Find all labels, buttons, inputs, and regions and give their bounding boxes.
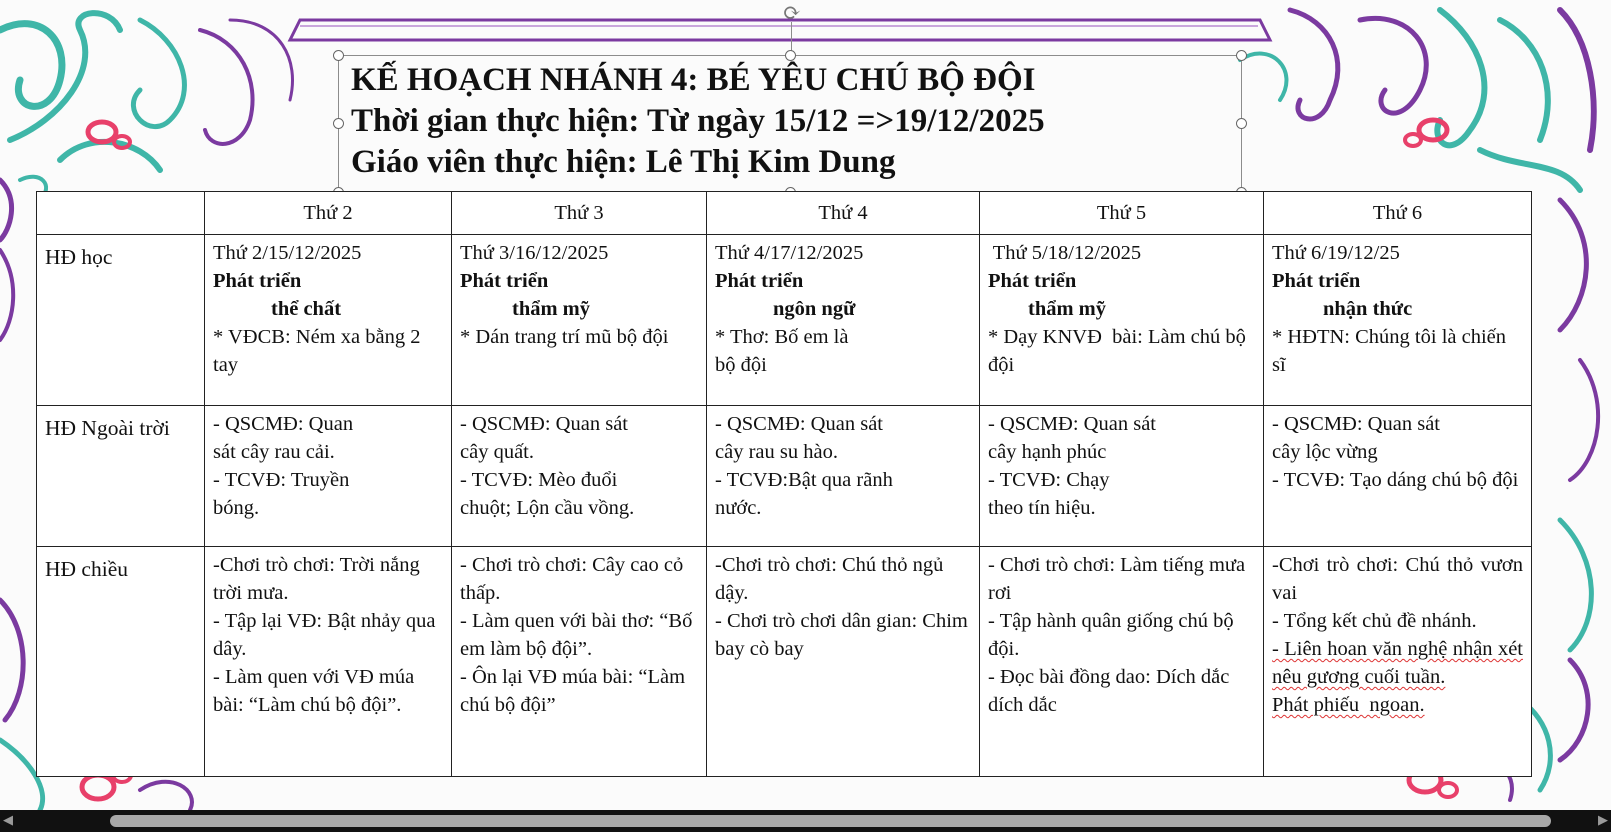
cell-activity: - Tập lại VĐ: Bật nhảy qua dây. (213, 610, 436, 660)
plan-period: Thời gian thực hiện: Từ ngày 15/12 =>19/12/2025 (351, 103, 1045, 139)
table-cell[interactable] (205, 547, 452, 777)
cell-activity: Phát phiếu ngoan. (1272, 694, 1425, 716)
cell-activity: cây lộc vừng (1272, 441, 1378, 463)
resize-handle-top[interactable] (785, 50, 796, 61)
cell-subfield: thể chất (271, 298, 342, 320)
weekly-plan-table[interactable] (36, 191, 1532, 777)
cell-activity: - QSCMĐ: Quan (213, 413, 354, 435)
plan-teacher: Giáo viên thực hiện: Lê Thị Kim Dung (351, 144, 896, 180)
header-cell-thu-6: Thứ 6 (1264, 192, 1532, 235)
cell-date: Thứ 4/17/12/2025 (715, 242, 864, 264)
cell-activity: bóng. (213, 497, 260, 519)
cell-activity: - QSCMĐ: Quan sát (460, 413, 628, 435)
header-cell-empty (37, 192, 205, 235)
cell-activity: -Chơi trò chơi: Trời nắng trời mưa. (213, 554, 420, 604)
cell-field: Phát triển (213, 270, 302, 292)
cell-activity: - Ôn lại VĐ múa bài: “Làm chú bộ đội” (460, 666, 686, 716)
table-cell[interactable] (980, 406, 1264, 547)
arrow-right-icon[interactable]: ▶ (1598, 813, 1608, 828)
cell-activity: * Dán trang trí mũ bộ đội (460, 326, 669, 348)
cell-subfield: thẩm mỹ (512, 298, 591, 320)
cell-activity: * Dạy KNVĐ bài: Làm chú bộ đội (988, 326, 1252, 376)
cell-activity: - TCVĐ: Mèo đuổi (460, 469, 618, 491)
cell-activity: - Làm quen với bài thơ: “Bố em làm bộ đội”. (460, 610, 693, 660)
cell-field: Phát triển (460, 270, 549, 292)
cell-activity: - Tổng kết chủ đề nhánh. (1272, 610, 1477, 632)
cell-field: Phát triển (988, 270, 1077, 292)
table-cell[interactable] (707, 406, 980, 547)
table-cell[interactable] (980, 547, 1264, 777)
cell-activity: * Thơ: Bố em là (715, 326, 849, 348)
arrow-left-icon[interactable]: ◀ (3, 813, 13, 828)
table-cell[interactable] (452, 235, 707, 406)
cell-activity: nước. (715, 497, 762, 519)
row-label-hd-ngoai-troi: HĐ Ngoài trời (37, 406, 205, 547)
cell-activity: cây hạnh phúc (988, 441, 1107, 463)
cell-date: Thứ 3/16/12/2025 (460, 242, 609, 264)
cell-activity: - TCVĐ:Bật qua rãnh (715, 469, 893, 491)
cell-activity: * VĐCB: Ném xa bằng 2 tay (213, 326, 421, 376)
table-cell[interactable] (1264, 547, 1532, 777)
table-cell[interactable] (1264, 235, 1532, 406)
cell-activity: - TCVĐ: Chạy (988, 469, 1110, 491)
table-cell[interactable] (205, 406, 452, 547)
resize-handle-top-right[interactable] (1236, 50, 1247, 61)
resize-handle-top-left[interactable] (333, 50, 344, 61)
rotate-handle-icon[interactable]: ⟳ (782, 0, 802, 25)
cell-date: Thứ 2/15/12/2025 (213, 242, 362, 264)
table-cell[interactable] (205, 235, 452, 406)
cell-activity: -Chơi trò chơi: Chú thỏ vươn vai (1272, 554, 1523, 604)
cell-activity: -Chơi trò chơi: Chú thỏ ngủ dậy. (715, 554, 944, 604)
cell-activity: bộ đội (715, 354, 767, 376)
cell-date: Thứ 6/19/12/25 (1272, 242, 1400, 264)
cell-activity: cây quất. (460, 441, 534, 463)
table-cell[interactable] (707, 235, 980, 406)
scroll-thumb[interactable] (110, 815, 1551, 827)
title-textbox[interactable] (338, 55, 1242, 193)
table-header-row (37, 192, 1532, 235)
table-cell[interactable] (980, 235, 1264, 406)
cell-subfield: thẩm mỹ (1028, 298, 1107, 320)
cell-activity: sát cây rau cải. (213, 441, 335, 463)
cell-activity: - Chơi trò chơi: Cây cao cỏ thấp. (460, 554, 684, 604)
header-cell-thu-5: Thứ 5 (980, 192, 1264, 235)
cell-subfield: ngôn ngữ (773, 298, 856, 320)
cell-activity: cây rau su hào. (715, 441, 838, 463)
header-cell-thu-4: Thứ 4 (707, 192, 980, 235)
cell-activity: - QSCMĐ: Quan sát (988, 413, 1156, 435)
table-cell[interactable] (452, 547, 707, 777)
table-row-hd-hoc (37, 235, 1532, 406)
cell-field: Phát triển (1272, 270, 1361, 292)
cell-activity: - Đọc bài đồng dao: Dích dắc dích dắc (988, 666, 1230, 716)
cell-activity: - Làm quen với VĐ múa bài: “Làm chú bộ đội”. (213, 666, 415, 716)
row-label-hd-chieu: HĐ chiều (37, 547, 205, 777)
cell-activity: - Chơi trò chơi: Làm tiếng mưa rơi (988, 554, 1246, 604)
cell-date: Thứ 5/18/12/2025 (988, 242, 1142, 264)
cell-activity: * HĐTN: Chúng tôi là chiến sĩ (1272, 326, 1507, 376)
header-cell-thu-3: Thứ 3 (452, 192, 707, 235)
cell-subfield: nhận thức (1323, 298, 1413, 320)
cell-activity: - TCVĐ: Tạo dáng chú bộ đội (1272, 469, 1519, 491)
table-cell[interactable] (707, 547, 980, 777)
row-label-hd-hoc: HĐ học (37, 235, 205, 406)
resize-handle-right[interactable] (1236, 118, 1247, 129)
cell-activity: - QSCMĐ: Quan sát (715, 413, 883, 435)
cell-field: Phát triển (715, 270, 804, 292)
cell-activity: - Tập hành quân giống chú bộ đội. (988, 610, 1234, 660)
table-cell[interactable] (452, 406, 707, 547)
cell-activity: - Chơi trò chơi dân gian: Chim bay cò bay (715, 610, 968, 660)
cell-activity: chuột; Lộn cầu vồng. (460, 497, 635, 519)
resize-handle-left[interactable] (333, 118, 344, 129)
horizontal-scrollbar[interactable] (0, 810, 1611, 832)
table-row-hd-chieu (37, 547, 1532, 777)
table-row-hd-ngoai-troi (37, 406, 1532, 547)
table-cell[interactable] (1264, 406, 1532, 547)
cell-activity: - TCVĐ: Truyền (213, 469, 350, 491)
plan-title: KẾ HOẠCH NHÁNH 4: BÉ YÊU CHÚ BỘ ĐỘI (351, 62, 1036, 98)
cell-activity: theo tín hiệu. (988, 497, 1096, 519)
cell-activity: - Liên hoan văn nghệ nhận xét nêu gương cuối tuần. (1272, 638, 1523, 688)
header-cell-thu-2: Thứ 2 (205, 192, 452, 235)
cell-activity: - QSCMĐ: Quan sát (1272, 413, 1440, 435)
